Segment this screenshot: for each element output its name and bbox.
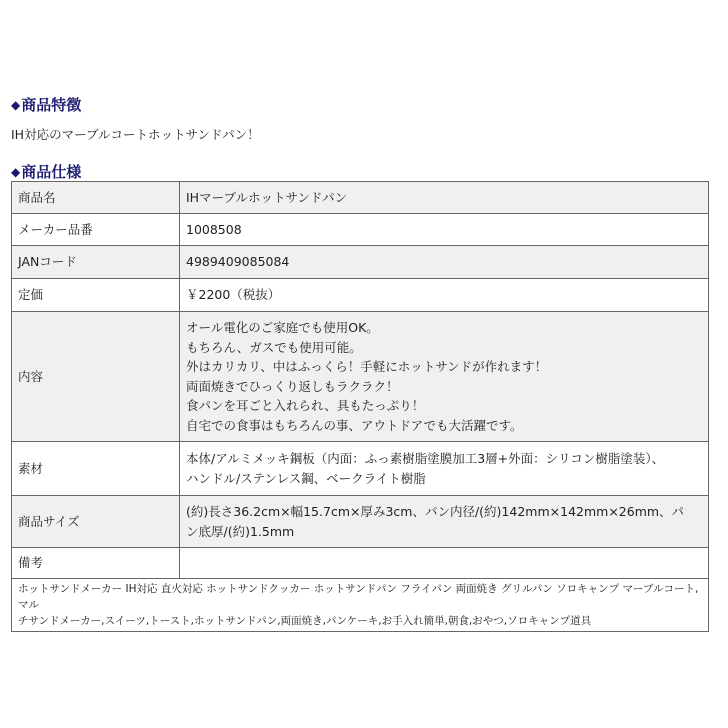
feature-description: IH対応のマーブルコートホットサンドパン！	[11, 127, 260, 142]
row-label: 商品サイズ	[12, 496, 180, 548]
material-line: 本体/アルミメッキ鋼板（内面：ふっ素樹脂塗膜加工3層+外面：シリコン樹脂塗装）、	[186, 451, 665, 466]
spec-title: 商品仕様	[21, 163, 82, 181]
table-row-price	[12, 279, 709, 312]
row-value	[180, 548, 709, 579]
row-label: 備考	[12, 548, 180, 579]
row-value: IHマーブルホットサンドパン	[180, 182, 709, 214]
section-heading-feature	[11, 94, 81, 115]
content-line: 両面焼きでひっくり返しもラクラク！	[186, 378, 399, 394]
table-row-product-name	[12, 182, 709, 214]
keywords-cell	[12, 579, 709, 632]
table-row-content	[12, 312, 709, 442]
table-row-maker-number	[12, 214, 709, 246]
table-row-remarks	[12, 548, 709, 579]
row-value: 1008508	[180, 214, 709, 246]
keywords-line: チサンドメーカー,スイーツ,トースト,ホットサンドパン,両面焼き,パンケーキ,お手入れ簡単,朝食,おやつ,ソロキャンプ道具	[18, 615, 592, 627]
row-label: 素材	[12, 442, 180, 496]
row-label: 定価	[12, 279, 180, 312]
table-row-keywords	[12, 579, 709, 632]
row-value	[180, 442, 709, 496]
row-label: JANコード	[12, 246, 180, 279]
row-value: ￥2200（税抜）	[180, 279, 709, 312]
section-heading-spec	[11, 161, 81, 182]
material-line: ハンドル/ステンレス鋼、ベークライト樹脂	[186, 470, 426, 486]
spec-table	[11, 181, 709, 632]
table-row-material	[12, 442, 709, 496]
content-line: 食パンを耳ごと入れられ、具もたっぷり！	[186, 398, 425, 413]
row-label: メーカー品番	[12, 214, 180, 246]
content-line: もちろん、ガスでも使用可能。	[186, 339, 362, 355]
table-row-jan-code	[12, 246, 709, 279]
table-row-size	[12, 496, 709, 548]
size-line: (約)長さ36.2cm×幅15.7cm×厚み3cm、パン内径/(約)142mm×142mm×26mm、パ	[186, 504, 685, 519]
row-value: 4989409085084	[180, 246, 709, 279]
keywords-line: ホットサンドメーカー IH対応 直火対応 ホットサンドクッカー ホットサンドパン フライパン 両面焼き グリルパン ソロキャンプ マーブルコート,マル	[18, 583, 699, 611]
row-value	[180, 496, 709, 548]
content-line: 自宅での食事はもちろんの事、アウトドアでも大活躍です。	[186, 417, 523, 433]
content-line: オール電化のご家庭でも使用OK。	[186, 320, 379, 335]
feature-title: 商品特徴	[21, 96, 82, 114]
row-label: 商品名	[12, 182, 180, 214]
content-line: 外はカリカリ、中はふっくら！手軽にホットサンドが作れます！	[186, 359, 548, 374]
row-value	[180, 312, 709, 442]
diamond-bullet-icon: ◆	[11, 165, 21, 179]
size-line: ン底厚/(約)1.5mm	[186, 523, 295, 539]
diamond-bullet-icon: ◆	[11, 98, 21, 112]
row-label: 内容	[12, 312, 180, 442]
